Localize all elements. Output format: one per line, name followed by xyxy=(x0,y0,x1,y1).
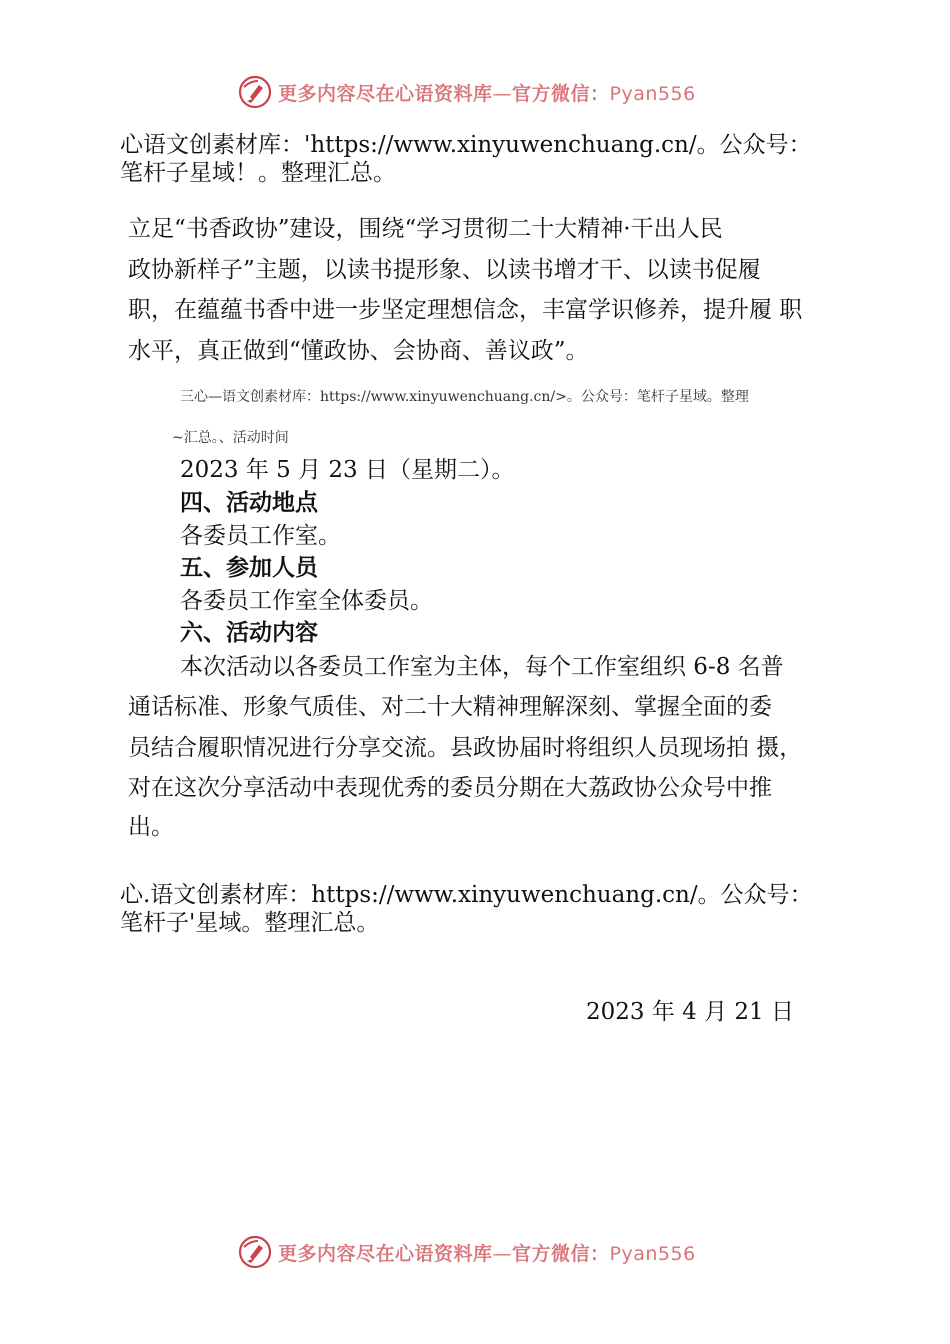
paragraph1-line-4: 水平，真正做到“懂政协、会协商、善议政”。 xyxy=(128,338,589,364)
small-note-line-1: 三心—语文创素材库：https://www.xinyuwenchuang.cn/>。公众号：笔杆子星域。整理 xyxy=(180,389,749,405)
section6-line-2: 通话标准、形象气质佳、对二十大精神理解深刻、掌握全面的委 xyxy=(128,694,772,720)
banner-text xyxy=(278,79,696,106)
activity-time: 2023 年 5 月 23 日（星期二）。 xyxy=(180,457,515,483)
section5-heading: 五、参加人员 xyxy=(180,555,318,581)
banner-brand: 更多内容尽在心语资料库 xyxy=(278,82,493,105)
banner-text xyxy=(278,1239,696,1266)
banner-wechat-id: Pyan556 xyxy=(609,1242,696,1265)
paragraph1-line-1: 立足“书香政协”建设，围绕“学习贯彻二十大精神·干出人民 xyxy=(128,216,723,242)
banner-official: 官方微信： xyxy=(512,82,610,105)
section6-line-3: 员结合履职情况进行分享交流。县政协届时将组织人员现场拍 摄， xyxy=(128,735,803,761)
header-banner xyxy=(0,72,950,112)
section6-line-4: 对在这次分享活动中表现优秀的委员分期在大荔政协公众号中推 xyxy=(128,775,772,801)
banner-official: 官方微信： xyxy=(512,1242,610,1265)
banner-separator: — xyxy=(492,1242,513,1265)
banner-separator: — xyxy=(492,82,513,105)
banner-brand: 更多内容尽在心语资料库 xyxy=(278,1242,493,1265)
intro-line-2: 笔杆子星域！。整理汇总。 xyxy=(120,160,396,186)
section6-line-1: 本次活动以各委员工作室为主体，每个工作室组织 6-8 名普 xyxy=(180,654,784,680)
paragraph1-line-2: 政协新样子”主题，以读书提形象、以读书增才干、以读书促履 xyxy=(128,257,761,283)
section6-line-5: 出。 xyxy=(128,814,174,840)
outro-line-2: 笔杆子'星域。整理汇总。 xyxy=(120,910,380,936)
footer-banner xyxy=(0,1232,950,1272)
section4-body: 各委员工作室。 xyxy=(180,523,341,549)
section5-body: 各委员工作室全体委员。 xyxy=(180,588,433,614)
banner-wechat-id: Pyan556 xyxy=(609,82,696,105)
paragraph1-line-3: 职，在蕴蕴书香中进一步坚定理想信念，丰富学识修养，提升履 职 xyxy=(128,297,803,323)
pen-nib-logo-icon xyxy=(238,75,272,109)
small-note-line-2: ~汇总。、活动时间 xyxy=(172,430,289,446)
section6-heading: 六、活动内容 xyxy=(180,620,318,646)
intro-line-1: 心语文创素材库：'https://www.xinyuwenchuang.cn/。公众号： xyxy=(120,132,812,158)
outro-line-1: 心.语文创素材库：https://www.xinyuwenchuang.cn/。公众号： xyxy=(120,882,813,908)
section4-heading: 四、活动地点 xyxy=(180,490,318,516)
pen-nib-logo-icon xyxy=(238,1235,272,1269)
signature-date: 2023 年 4 月 21 日 xyxy=(586,999,794,1025)
